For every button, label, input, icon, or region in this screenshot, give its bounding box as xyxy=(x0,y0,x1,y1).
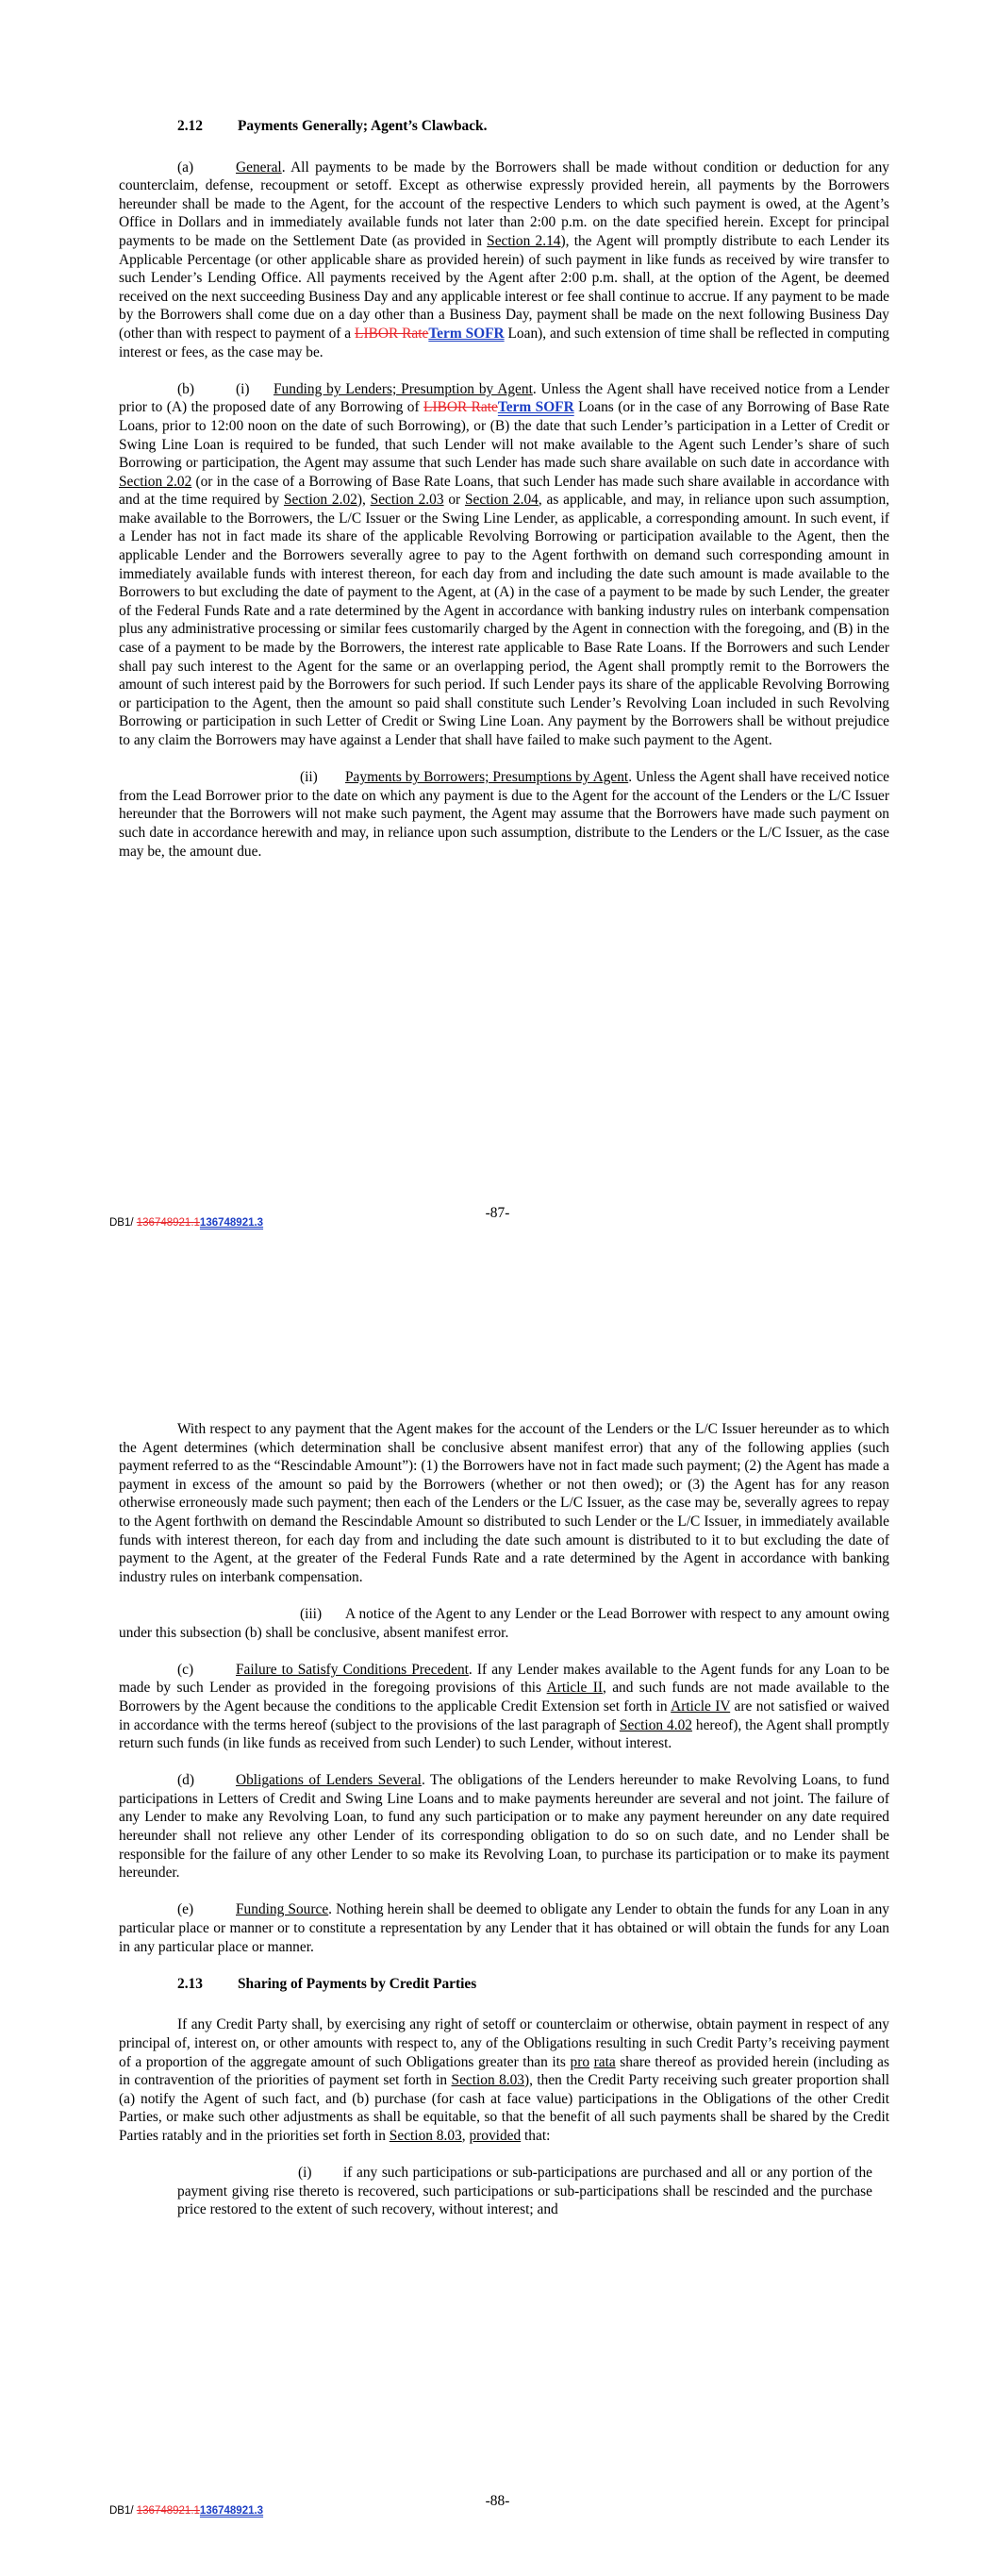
clause-text: are not satisfied or waived in accordance with the terms hereof (subject to the provisions of the last paragraph of xyxy=(119,1698,889,1733)
subclause-label: (ii) xyxy=(300,769,318,786)
page-number: -87- xyxy=(485,1205,510,1221)
deleted-doc-id: 136748921.1 xyxy=(136,2505,200,2517)
section-reference-link[interactable]: Section 8.03 xyxy=(451,2072,525,2089)
clause-text: Loan), and such extension of time shall be reflected in computing interest or fees, as the case may be. xyxy=(119,325,889,360)
latin-term: pro xyxy=(570,2053,590,2070)
section-reference-link[interactable]: Section 2.14 xyxy=(487,232,561,249)
page-88 xyxy=(0,1288,995,2576)
clause-label: (e) xyxy=(177,1901,194,1918)
clause-text: ), xyxy=(357,492,371,509)
subclause-label: (i) xyxy=(298,2165,312,2182)
proviso-term: provided xyxy=(469,2127,522,2144)
clause-text: (or in the case of a Borrowing of Base Rate Loans, that such Lender has made such share available in accordance with and at the time required by xyxy=(119,473,889,509)
clause-text: . Unless the Agent shall have received notice from a Lender prior to (A) the proposed date of any Borrowing of xyxy=(119,380,889,416)
clause-text: . Unless the Agent shall have received notice from the Lead Borrower prior to the date on which any payment is due to the Agent for the account of the Lenders or the L/C Issuer hereunder that the Borrowers will not make such payment, the Agent may assume that the Borrowers have made such payment on such date in accordance herewith and may, in reliance upon such assumption, distribute to the Lenders or the L/C Issuer, as the case may be, the amount due. xyxy=(119,769,889,860)
clause-text: or xyxy=(443,492,465,509)
clause-caption: Funding Source xyxy=(236,1901,329,1918)
clause-text: share thereof as provided herein (including as in contravention of the priorities of payment set forth in xyxy=(119,2053,889,2089)
clause-label: (d) xyxy=(177,1772,194,1789)
clause-caption: Obligations of Lenders Several xyxy=(236,1772,422,1789)
continuation-paragraph: With respect to any payment that the Agent makes for the account of the Lenders or the L/C Issuer hereunder as to which the Agent determines (which determination shall be conclusive absent manifest error) that any of the following applies (such payment referred to as the “Rescindable Amount”): (1) the Borrowers have not in fact made such payment; (2) the Agent has made a payment in excess of the amount so paid by the Borrowers (whether or not then owed); or (3) the Agent has for any reason otherwise erroneously made such payment; then each of the Lenders or the L/C Issuer, as the case may be, severally agrees to repay to the Agent forthwith on demand the Rescindable Amount so distributed to such Lender or the L/C Issuer, in immediately available funds with interest thereon, for each day from and including the date such amount is distributed to it to but excluding the date of payment to the Agent, at the greater of the Federal Funds Rate and a rate determined by the Agent in accordance with banking industry rules on interbank compensation. xyxy=(119,1421,889,1585)
article-reference-link[interactable]: Article IV xyxy=(671,1698,731,1715)
section-2-12-heading xyxy=(119,117,889,136)
sharing-subclause-i xyxy=(177,2164,872,2219)
page-88-body xyxy=(119,1420,889,2238)
subclause-label: (iii) xyxy=(300,1605,323,1622)
clause-b-iii-paragraph xyxy=(119,1605,889,1642)
inserted-text: Term SOFR xyxy=(428,325,505,342)
inserted-doc-id: 136748921.3 xyxy=(199,1217,264,1229)
clause-caption: General xyxy=(236,159,282,176)
section-reference-link[interactable]: Section 2.02 xyxy=(283,492,357,509)
clause-text: that: xyxy=(521,2127,551,2144)
section-reference-link[interactable]: Section 8.03 xyxy=(389,2127,462,2144)
clause-text: ), then the Credit Party receiving such greater proportion shall (a) notify the Agent of such fact, and (b) purchase (for cash at face value) participations in the Obligations of the other Credit Parties, or make such other adjustments as shall be equitable, so that the benefit of all such payments shall be shared by the Credit Parties ratably and in the priorities set forth in xyxy=(119,2072,889,2144)
clause-label: (b) xyxy=(177,380,194,397)
clause-e-paragraph xyxy=(119,1900,889,1956)
deleted-doc-id: 136748921.1 xyxy=(136,1217,200,1229)
clause-b-ii-paragraph xyxy=(119,768,889,861)
clause-text: . The obligations of the Lenders hereunder to make Revolving Loans, to fund participations in Letters of Credit and Swing Line Loans and to make payments hereunder are several and not joint. The failure of any Lender to make any Revolving Loan, to fund any such participation or to make any payment hereunder on any date required hereunder shall not relieve any other Lender of its corresponding obligation to do so on such date, and no Lender shall be responsible for the failure of any other Lender to so make its Revolving Loan, to purchase its participation or to make its payment hereunder. xyxy=(119,1772,889,1882)
clause-text: A notice of the Agent to any Lender or the Lead Borrower with respect to any amount owing under this subsection (b) shall be conclusive, absent manifest error. xyxy=(119,1605,889,1641)
clause-d-paragraph xyxy=(119,1771,889,1882)
subclause-label: (i) xyxy=(236,380,250,397)
section-number: 2.12 xyxy=(177,118,203,134)
clause-text: , xyxy=(461,2127,470,2144)
section-title: Sharing of Payments by Credit Parties xyxy=(238,1975,477,1992)
clause-text: , and such funds are not made available to the Borrowers by the Agent because the conditions to the applicable Credit Extension set forth in xyxy=(119,1680,889,1715)
section-number: 2.13 xyxy=(177,1975,203,1992)
clause-text: . All payments to be made by the Borrowers shall be made without condition or deduction for any counterclaim, defense, recoupment or setoff. Except as otherwise expressly provided herein, all payments by the Borrowers hereunder shall be made to the Agent, for the account of the respective Lenders to which such payment is owed, at the Agent’s Office in Dollars and in immediately available funds not later than 2:00 p.m. on the date specified herein. Except for principal payments to be made on the Settlement Date (as provided in xyxy=(119,159,889,249)
clause-text: ), the Agent will promptly distribute to each Lender its Applicable Percentage (or other applicable share as provided herein) of such payment in like funds as received by wire transfer to such Lender’s Lending Office. All payments received by the Agent after 2:00 p.m. shall, at the option of the Agent, be deemed received on the next succeeding Business Day and any applicable interest or fee shall continue to accrue. If any payment to be made by the Borrowers shall come due on a day other than a Business Day, payment shall be made on the next following Business Day (other than with respect to payment of a xyxy=(119,232,889,342)
footer-prefix: DB1/ xyxy=(109,1217,137,1229)
latin-term: rata xyxy=(593,2053,616,2070)
inserted-doc-id: 136748921.3 xyxy=(199,2505,264,2517)
sharing-paragraph xyxy=(119,2016,889,2145)
clause-b-i-paragraph xyxy=(119,380,889,750)
inserted-text: Term SOFR xyxy=(497,399,574,416)
clause-text: , as applicable, and may, in reliance upon such assumption, make available to the Borrowers, the L/C Issuer or the Swing Line Lender, as applicable, a corresponding amount. In such event, if a Lender has not in fact made its share of the applicable Revolving Borrowing or participation available to the Agent, then the applicable Lender and the Borrowers severally agree to pay to the Agent forthwith on demand such corresponding amount in immediately available funds with interest thereon, for each day from and including the date such amount is made available to the Borrowers to but excluding the date of payment to the Agent, at (A) in the case of a payment to be made by such Lender, the greater of the Federal Funds Rate and a rate determined by the Agent in accordance with banking industry rules on interbank compensation plus any administrative processing or similar fees customarily charged by the Agent in connection with the foregoing, and (B) in the case of a payment to be made by the Borrowers, the interest rate applicable to Base Rate Loans. If the Borrowers and such Lender shall pay such interest to the Agent for the same or an overlapping period, the Agent shall promptly remit to the Borrowers the amount of such interest paid by the Borrowers for such period. If such Lender pays its share of the applicable Revolving Borrowing or participation to the Agent, then the amount so paid shall constitute such Lender’s Revolving Loan included in such Revolving Borrowing or participation in such Letter of Credit or Swing Line Loan. Any payment by the Borrowers shall be without prejudice to any claim the Borrowers may have against a Lender that shall have failed to make such payment to the Agent. xyxy=(119,492,889,748)
clause-label: (a) xyxy=(177,159,194,176)
clause-text: . If any Lender makes available to the Agent funds for any Loan to be made by such Lender as provided in the foregoing provisions of this xyxy=(119,1661,889,1697)
clause-caption: Failure to Satisfy Conditions Precedent xyxy=(236,1661,469,1678)
article-reference-link[interactable]: Article II xyxy=(546,1680,603,1697)
clause-a-paragraph xyxy=(119,159,889,362)
clause-label: (c) xyxy=(177,1661,194,1678)
section-reference-link[interactable]: Section 2.03 xyxy=(370,492,444,509)
clause-c-paragraph xyxy=(119,1661,889,1753)
section-reference-link[interactable]: Section 2.04 xyxy=(464,492,539,509)
page-number: -88- xyxy=(485,2493,510,2509)
deleted-text: LIBOR Rate xyxy=(355,325,429,342)
deleted-text: LIBOR Rate xyxy=(423,399,498,416)
clause-caption: Payments by Borrowers; Presumptions by Agent xyxy=(345,769,629,786)
section-title: Payments Generally; Agent’s Clawback. xyxy=(238,118,488,134)
clause-caption: Funding by Lenders; Presumption by Agent xyxy=(274,380,533,397)
section-2-13-heading xyxy=(119,1975,889,1994)
clause-text: Loans (or in the case of any Borrowing of Base Rate Loans, prior to 12:00 noon on the date of such Borrowing), or (B) the date that such Lender’s participation in a Letter of Credit or Swing Line Loan is required to be funded, that such Lender will not make available to the Agent such Lender’s share of such Borrowing or participation, the Agent may assume that such Lender has made such share available on such date in accordance with xyxy=(119,399,890,472)
section-reference-link[interactable]: Section 2.02 xyxy=(119,473,192,490)
page-87-body xyxy=(119,117,889,879)
section-reference-link[interactable]: Section 4.02 xyxy=(619,1716,692,1733)
clause-text: hereof), the Agent shall promptly return such funds (in like funds as received from such Lender) to such Lender, without interest. xyxy=(119,1716,890,1752)
footer-prefix: DB1/ xyxy=(109,2505,137,2517)
clause-text: if any such participations or sub-participations are purchased and all or any portion of the payment giving rise thereto is recovered, such participations or sub-participations shall be rescinded and the purchase price restored to the extent of such recovery, without interest; and xyxy=(177,2165,872,2218)
clause-text: . Nothing herein shall be deemed to obligate any Lender to obtain the funds for any Loan in any particular place or manner or to constitute a representation by any Lender that it has obtained or will obtain the funds for any Loan in any particular place or manner. xyxy=(119,1901,889,1955)
clause-text: If any Credit Party shall, by exercising any right of setoff or counterclaim or otherwise, obtain payment in respect of any principal of, interest on, or other amounts with respect to, any of the Obligations resulting in such Credit Party’s receiving payment of a proportion of the aggregate amount of such Obligations greater than its xyxy=(119,2016,889,2070)
